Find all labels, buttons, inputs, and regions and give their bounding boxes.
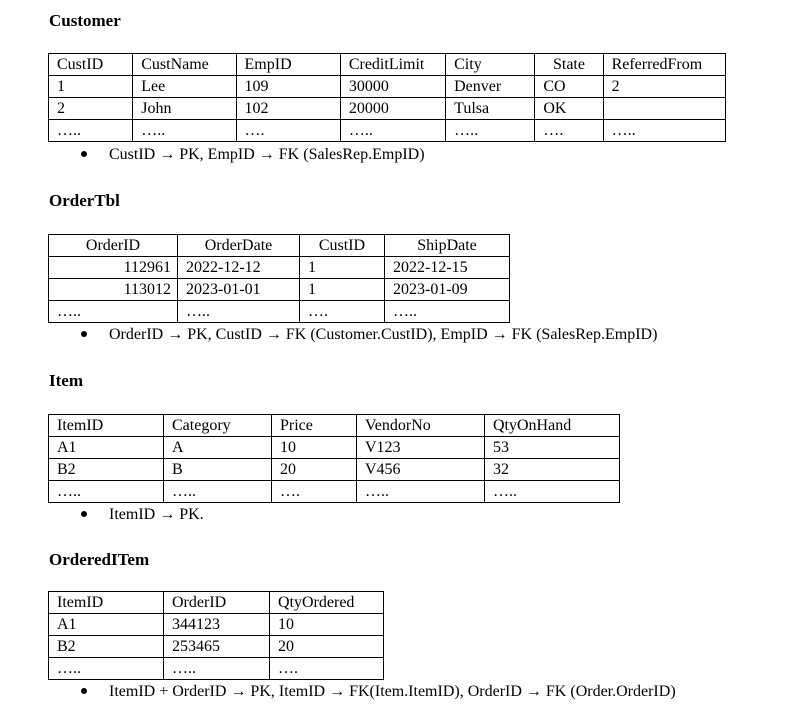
column-header: OrderDate (178, 235, 300, 257)
table-cell: ….. (603, 120, 725, 142)
table-cell: 112961 (49, 257, 178, 279)
table-row (49, 257, 510, 279)
column-header: OrderID (49, 235, 178, 257)
customer-note-text: CustID → PK, EmpID → FK (SalesRep.EmpID) (109, 146, 425, 163)
customer-table-title: Customer (49, 11, 121, 30)
ordertbl-key-note (80, 325, 657, 345)
table-cell: 10 (270, 614, 384, 636)
table-cell: ….. (164, 658, 270, 680)
table-cell: B2 (49, 459, 164, 481)
column-header: VendorNo (357, 415, 485, 437)
ordertbl-table (48, 234, 510, 323)
table-cell: 20 (272, 459, 357, 481)
table-row (49, 636, 384, 658)
table-row (49, 481, 620, 503)
table-cell: 2023-01-01 (178, 279, 300, 301)
table-cell: 20 (270, 636, 384, 658)
table-cell: ….. (340, 120, 445, 142)
table-row (49, 301, 510, 323)
table-cell: …. (300, 301, 385, 323)
ordertbl-table-title: OrderTbl (49, 191, 120, 210)
column-header: State (535, 54, 603, 76)
column-header: OrderID (164, 592, 270, 614)
ordertbl-note-text: OrderID → PK, CustID → FK (Customer.CustID), EmpID → FK (SalesRep.EmpID) (109, 326, 658, 343)
table-cell: 2022-12-12 (178, 257, 300, 279)
table-cell: 2 (49, 98, 133, 120)
table-row (49, 437, 620, 459)
table-cell: ….. (385, 301, 510, 323)
table-row (49, 614, 384, 636)
table-row (49, 98, 726, 120)
customer-table (48, 53, 726, 142)
ordereditem-key-note (80, 682, 676, 702)
table-cell: 102 (236, 98, 340, 120)
item-table (48, 414, 620, 503)
table-cell: V456 (357, 459, 485, 481)
ordereditem-table-title: OrderedITem (49, 550, 150, 569)
table-cell: B2 (49, 636, 164, 658)
table-cell: 253465 (164, 636, 270, 658)
column-header: CreditLimit (340, 54, 445, 76)
table-cell: ….. (446, 120, 535, 142)
column-header: QtyOnHand (485, 415, 620, 437)
column-header: EmpID (236, 54, 340, 76)
table-cell: A1 (49, 437, 164, 459)
item-note-text: ItemID → PK. (109, 506, 204, 523)
table-cell: ….. (49, 301, 178, 323)
bullet-icon (81, 331, 87, 337)
column-header: ItemID (49, 592, 164, 614)
table-cell: Lee (133, 76, 236, 98)
table-cell: 2 (603, 76, 725, 98)
table-cell: ….. (49, 481, 164, 503)
table-cell: John (133, 98, 236, 120)
table-cell: ….. (49, 658, 164, 680)
table-cell: 1 (49, 76, 133, 98)
table-cell: 20000 (340, 98, 445, 120)
bullet-icon (81, 151, 87, 157)
column-header: Price (272, 415, 357, 437)
table-cell: ….. (49, 120, 133, 142)
table-cell: ….. (357, 481, 485, 503)
column-header: ItemID (49, 415, 164, 437)
table-cell: OK (535, 98, 603, 120)
column-header: QtyOrdered (270, 592, 384, 614)
table-cell: 113012 (49, 279, 178, 301)
table-cell: 30000 (340, 76, 445, 98)
column-header: ShipDate (385, 235, 510, 257)
table-cell: CO (535, 76, 603, 98)
table-row (49, 120, 726, 142)
table-cell: A1 (49, 614, 164, 636)
column-header: ReferredFrom (603, 54, 725, 76)
column-header: City (446, 54, 535, 76)
table-cell: …. (272, 481, 357, 503)
table-header-row (49, 415, 620, 437)
table-cell: 1 (300, 279, 385, 301)
table-cell: …. (535, 120, 603, 142)
table-cell: ….. (485, 481, 620, 503)
table-cell: 2022-12-15 (385, 257, 510, 279)
table-cell: 2023-01-09 (385, 279, 510, 301)
table-row (49, 279, 510, 301)
bullet-icon (81, 511, 87, 517)
table-row (49, 76, 726, 98)
table-cell: ….. (164, 481, 272, 503)
table-header-row (49, 592, 384, 614)
table-cell: Tulsa (446, 98, 535, 120)
ordereditem-note-text: ItemID + OrderID → PK, ItemID → FK(Item.ItemID), OrderID → FK (Order.OrderID) (109, 683, 676, 700)
column-header: CustID (49, 54, 133, 76)
item-table-title: Item (49, 371, 83, 390)
column-header: Category (164, 415, 272, 437)
table-header-row (49, 54, 726, 76)
table-cell: 344123 (164, 614, 270, 636)
table-cell: 1 (300, 257, 385, 279)
table-cell: A (164, 437, 272, 459)
table-row (49, 658, 384, 680)
column-header: CustName (133, 54, 236, 76)
ordereditem-table (48, 591, 384, 680)
table-cell: 109 (236, 76, 340, 98)
table-cell: ….. (133, 120, 236, 142)
table-header-row (49, 235, 510, 257)
customer-key-note (80, 145, 425, 165)
table-cell: Denver (446, 76, 535, 98)
table-cell: …. (270, 658, 384, 680)
table-row (49, 459, 620, 481)
table-cell (603, 98, 725, 120)
table-cell: 32 (485, 459, 620, 481)
table-cell: 10 (272, 437, 357, 459)
table-cell: …. (236, 120, 340, 142)
bullet-icon (81, 688, 87, 694)
table-cell: V123 (357, 437, 485, 459)
table-cell: ….. (178, 301, 300, 323)
item-key-note (80, 505, 204, 525)
table-cell: B (164, 459, 272, 481)
table-cell: 53 (485, 437, 620, 459)
column-header: CustID (300, 235, 385, 257)
